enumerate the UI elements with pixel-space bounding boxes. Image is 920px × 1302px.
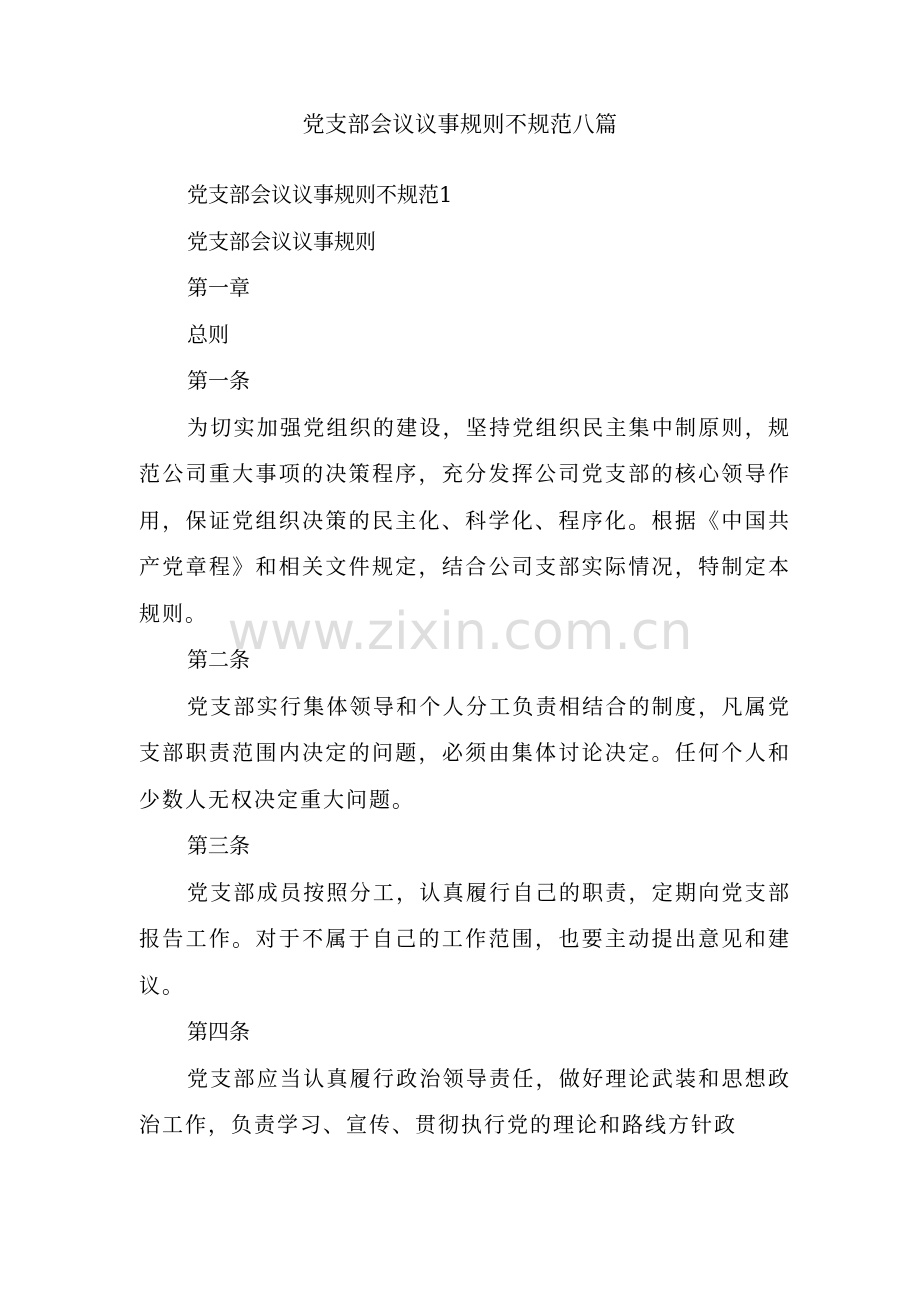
article-4-label: 第四条 bbox=[187, 1020, 250, 1044]
article-2-text: 党支部实行集体领导和个人分工负责相结合的制度，凡属党支部职责范围内决定的问题，必须由集体讨论决定。任何个人和少数人无权决定重大问题。 bbox=[139, 694, 791, 812]
document-title: 党支部会议议事规则不规范八篇 bbox=[302, 113, 618, 138]
article-1-text: 为切实加强党组织的建设，坚持党组织民主集中制原则，规范公司重大事项的决策程序，充分发挥公司党支部的核心领导作用，保证党组织决策的民主化、科学化、程序化。根据《中国共产党章程》和相关文件规定，结合公司支部实际情况，特制定本规则。 bbox=[139, 415, 791, 626]
article-1-label: 第一条 bbox=[187, 369, 250, 393]
article-3-label: 第三条 bbox=[187, 834, 250, 858]
chapter-label: 第一章 bbox=[187, 276, 250, 300]
watermark: www.zixin.com.cn bbox=[227, 602, 693, 662]
chapter-title: 总则 bbox=[187, 322, 229, 347]
article-4-text: 党支部应当认真履行政治领导责任，做好理论武装和思想政治工作，负责学习、宣传、贯彻执行党的理论和路线方针政 bbox=[139, 1066, 791, 1137]
document-body bbox=[139, 172, 791, 1149]
article-2-label: 第二条 bbox=[187, 648, 250, 672]
section-heading: 党支部会议议事规则不规范1 bbox=[187, 183, 453, 207]
article-3-text: 党支部成员按照分工，认真履行自己的职责，定期向党支部报告工作。对于不属于自己的工作范围，也要主动提出意见和建议。 bbox=[139, 880, 791, 998]
rules-heading: 党支部会议议事规则 bbox=[187, 229, 376, 254]
